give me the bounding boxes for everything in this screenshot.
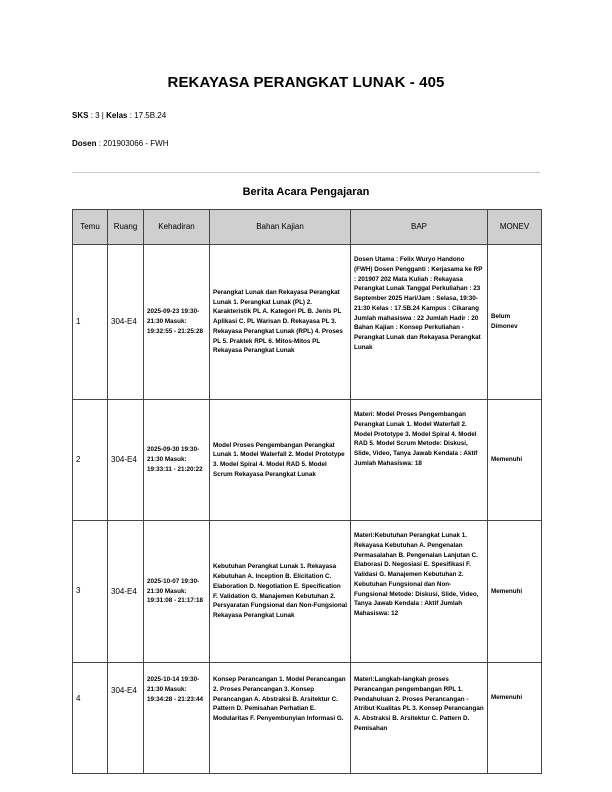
sks-label: SKS (72, 111, 89, 120)
kehadiran-cell: 2025-09-23 19:30-21:30 Masuk: 19:32:55 - 21:25:28 (144, 245, 210, 400)
ruang-cell: 304-E4 (108, 521, 144, 663)
kehadiran-cell: 2025-10-07 19:30-21:30 Masuk: 19:31:08 - 21:17:18 (144, 521, 210, 663)
column-header-monev: MONEV (488, 210, 542, 245)
ruang-cell: 304-E4 (108, 400, 144, 521)
column-header-bahan-kajian: Bahan Kajian (210, 210, 351, 245)
table-row (73, 663, 542, 774)
bahan-kajian-cell: Model Proses Pengembangan Perangkat Lunak 1. Model Waterfall 2. Model Prototype 3. Model Spiral 4. Model RAD 5. Model Scrum Rekayasa Perangkat Lunak (210, 400, 351, 521)
monev-cell: Memenuhi (488, 521, 542, 663)
ruang-cell: 304-E4 (108, 663, 144, 774)
dosen-value: : 201903066 - FWH (98, 139, 169, 148)
temu-cell: 4 (73, 663, 108, 774)
bap-cell: Materi: Model Proses Pengembangan Perangkat Lunak 1. Model Waterfall 2. Model Prototype 3. Model Spiral 4. Model RAD 5. Model Scrum Metode: Diskusi, Slide, Video, Tanya Jawab Kendala : Aktif Jumlah Mahasiswa: 18 (351, 400, 488, 521)
column-header-ruang: Ruang (108, 210, 144, 245)
dosen-label: Dosen (72, 139, 97, 148)
course-meta (72, 111, 166, 120)
table-row (73, 521, 542, 663)
bahan-kajian-cell: Konsep Perancangan 1. Model Perancangan 2. Proses Perancangan 3. Konsep Perancangan A. Abstraksi B. Arsitektur C. Pattern D. Pemisahan Perhatian E. Modularitas F. Penyembunyian Informasi G. (210, 663, 351, 774)
bahan-kajian-cell: Perangkat Lunak dan Rekayasa Perangkat Lunak 1. Perangkat Lunak (PL) 2. Karakteristik PL A. Kategori PL B. Jenis PL Aplikasi C. PL Warisan D. Rekayasa PL 3. Rekayasa Perangkat Lunak (RPL) 4. Proses PL 5. Praktek RPL 6. Mitos-Mitos PL Rekayasa Perangkat Lunak (210, 245, 351, 400)
section-title: Berita Acara Pengajaran (242, 186, 370, 198)
lecturer-meta (72, 139, 169, 148)
table-header-row (73, 210, 542, 245)
kehadiran-cell: 2025-09-30 19:30-21:30 Masuk: 19:33:11 - 21:20:22 (144, 400, 210, 521)
temu-cell: 2 (73, 400, 108, 521)
ruang-cell: 304-E4 (108, 245, 144, 400)
temu-cell: 1 (73, 245, 108, 400)
monev-cell: Belum Dimonev (488, 245, 542, 400)
column-header-kehadiran: Kehadiran (144, 210, 210, 245)
monev-cell: Memenuhi (488, 663, 542, 774)
divider (72, 172, 540, 173)
teaching-report-table (72, 209, 542, 774)
kelas-value: : 17.5B.24 (129, 111, 167, 120)
bap-cell: Dosen Utama : Felix Wuryo Handono (FWH) Dosen Pengganti : Kerjasama ke RP : 201907 202 Mata Kuliah : Rekayasa Perangkat Lunak Tanggal Perkuliahan : 23 September 2025 Hari/Jam : Selasa, 19:30-21:30 Kelas : 17.5B.24 Kampus : Cikarang Jumlah mahasiswa : 22 Jumlah Hadir : 20 Bahan Kajian : Konsep Perkuliahan - Perangkat Lunak dan Rekayasa Perangkat Lunak (351, 245, 488, 400)
kehadiran-cell: 2025-10-14 19:30-21:30 Masuk: 19:34:28 - 21:23:44 (144, 663, 210, 774)
bahan-kajian-cell: Kebutuhan Perangkat Lunak 1. Rekayasa Kebutuhan A. Inception B. Elicitation C. Elaboration D. Negotiation E. Specification F. Validation G. Manajemen Kebutuhan 2. Persyaratan Fungsional dan Non-Fungsional Rekayasa Perangkat Lunak (210, 521, 351, 663)
column-header-bap: BAP (351, 210, 488, 245)
document-title: REKAYASA PERANGKAT LUNAK - 405 (167, 74, 445, 91)
sks-value: : 3 | (90, 111, 104, 120)
table-row (73, 400, 542, 521)
temu-cell: 3 (73, 521, 108, 663)
bap-cell: Materi:Kebutuhan Perangkat Lunak 1. Rekayasa Kebutuhan A. Pengenalan Permasalahan B. Pengenalan Lanjutan C. Elaborasi D. Negosiasi E. Spesifikasi F. Validasi G. Manajemen Kebutuhan 2. Kebutuhan Fungsional dan Non-Fungsional Metode: Diskusi, Slide, Video, Tanya Jawab Kendala : Aktif Jumlah Mahasiswa: 12 (351, 521, 488, 663)
table-row (73, 245, 542, 400)
monev-cell: Memenuhi (488, 400, 542, 521)
column-header-temu: Temu (73, 210, 108, 245)
kelas-label: Kelas (106, 111, 128, 120)
bap-cell: Materi:Langkah-langkah proses Perancangan pengembangan RPL 1. Pendahuluan 2. Proses Perancangan - Atribut Kualitas PL 3. Konsep Perancangan A. Abstraksi B. Arsitektur C. Pattern D. Pemisahan (351, 663, 488, 774)
